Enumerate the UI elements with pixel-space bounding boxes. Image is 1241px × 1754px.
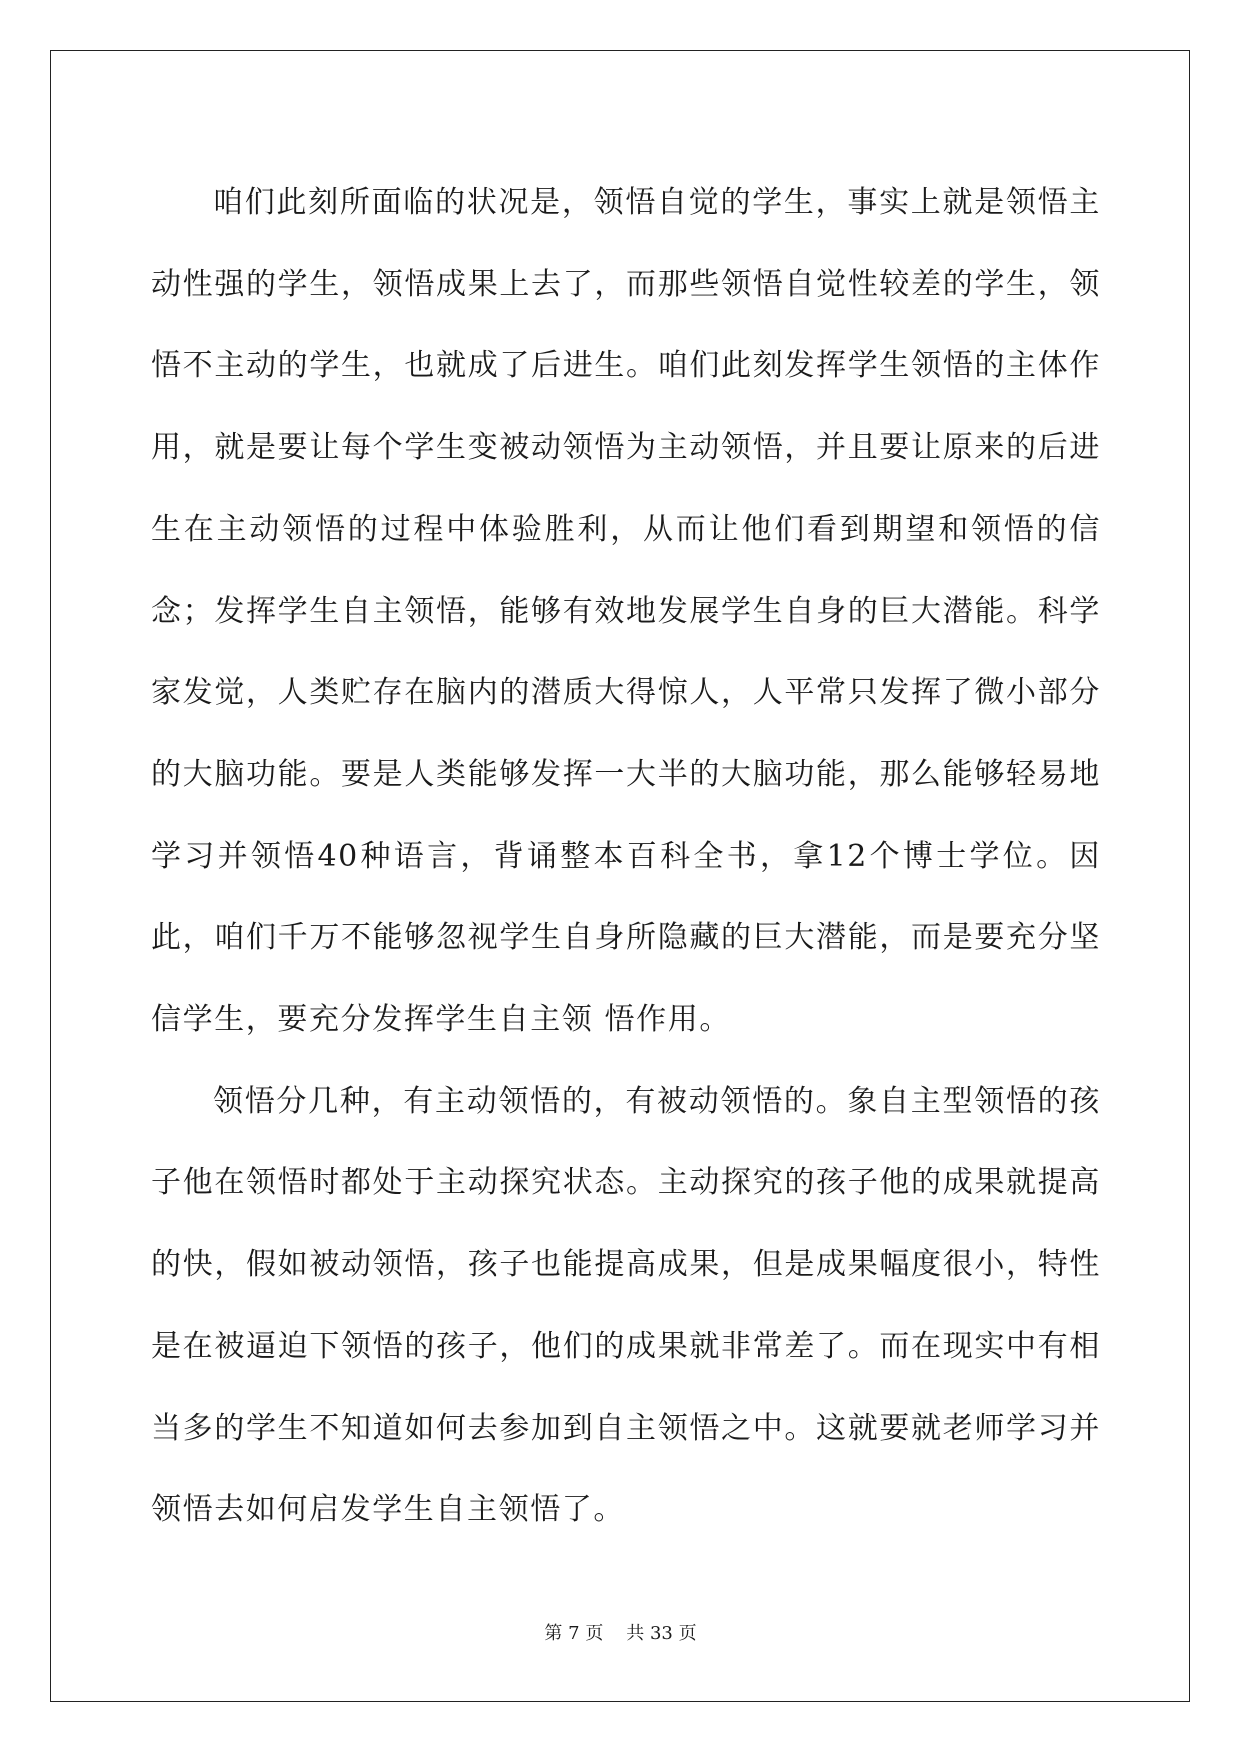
page-number: 第 7 页 [544, 1623, 604, 1644]
paragraph-1: 咱们此刻所面临的状况是，领悟自觉的学生，事实上就是领悟主动性强的学生，领悟成果上去了，而那些领悟自觉性较差的学生，领悟不主动的学生，也就成了后进生。咱们此刻发挥学生领悟的主体作用，就是要让每个学生变被动领悟为主动领悟，并且要让原来的后进生在主动领悟的过程中体验胜利，从而让他们看到期望和领悟的信念；发挥学生自主领悟，能够有效地发展学生自身的巨大潜能。科学家发觉，人类贮存在脑内的潜质大得惊人，人平常只发挥了微小部分的大脑功能。要是人类能够发挥一大半的大脑功能，那么能够轻易地学习并领悟40种语言，背诵整本百科全书，拿12个博士学位。因此，咱们千万不能够忽视学生自身所隐藏的巨大潜能，而是要充分坚信学生，要充分发挥学生自主领 悟作用。 [151, 185, 1101, 1038]
page-footer [0, 1622, 1241, 1646]
page-total: 共 33 页 [626, 1623, 697, 1644]
document-body [151, 162, 1101, 1551]
footer-gap [603, 1623, 626, 1644]
paragraph-2: 领悟分几种，有主动领悟的，有被动领悟的。象自主型领悟的孩子他在领悟时都处于主动探究状态。主动探究的孩子他的成果就提高的快，假如被动领悟，孩子也能提高成果，但是成果幅度很小，特性是在被逼迫下领悟的孩子，他们的成果就非常差了。而在现实中有相当多的学生不知道如何去参加到自主领悟之中。这就要就老师学习并领悟去如何启发学生自主领悟了。 [151, 1083, 1101, 1528]
